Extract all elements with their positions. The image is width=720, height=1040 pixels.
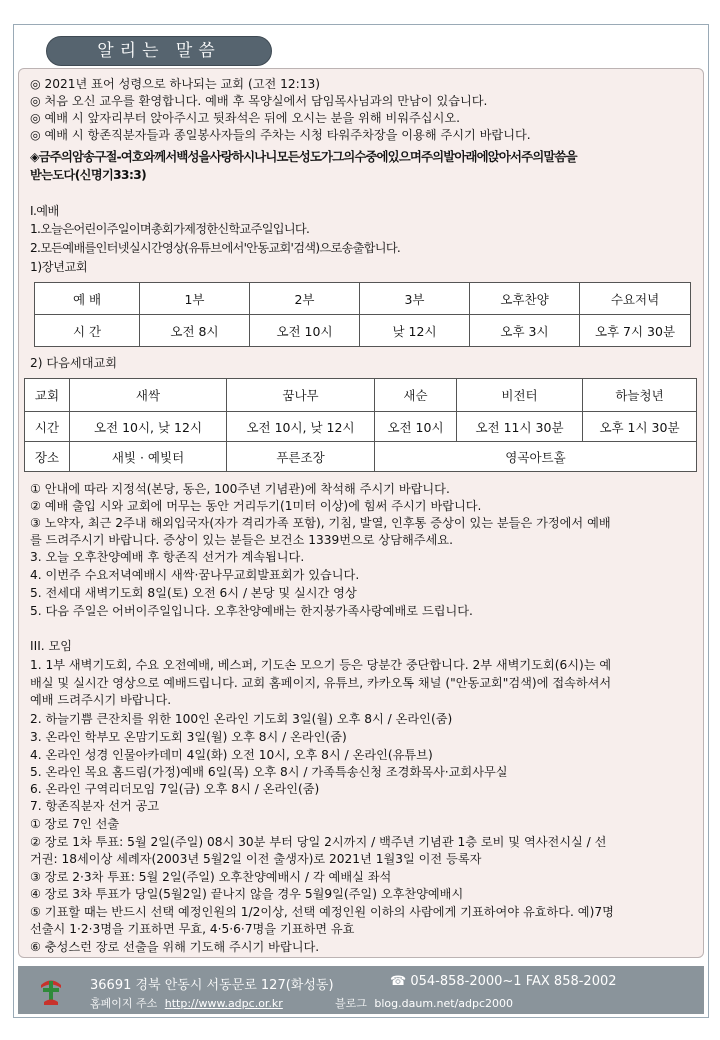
notice-line-motto: ◎ 2021년 표어 성령으로 하나되는 교회 (고전 12:13) (30, 77, 320, 91)
table-cell: 오후 7시 30분 (580, 315, 691, 347)
memory-verse-line-2: 받는도다(신명기33:3) (30, 168, 147, 182)
table-cell: 오후 1시 30분 (583, 412, 697, 442)
table-cell: 오후찬양 (470, 283, 580, 315)
table-cell: 오전 10시 (375, 412, 457, 442)
table-row (35, 283, 691, 315)
table-cell: 푸른조장 (227, 442, 375, 472)
table-cell: 시간 (25, 412, 70, 442)
table-cell: 오전 10시, 낮 12시 (227, 412, 375, 442)
table-cell: 하늘청년 (583, 379, 697, 412)
table-cell: 비전터 (457, 379, 583, 412)
table-cell: 교회 (25, 379, 70, 412)
table-cell: 오전 11시 30분 (457, 412, 583, 442)
table-cell: 오전 10시 (250, 315, 360, 347)
guidance-line: 4. 이번주 수요저녁예배시 새싹·꿈나무교회발표회가 있습니다. (30, 568, 360, 582)
table-row (35, 315, 691, 347)
table-cell: 새빛 · 예빛터 (70, 442, 227, 472)
meeting-line: 4. 온라인 성경 인물아카데미 4일(화) 오전 10시, 오후 8시 / 온라인(유튜브) (30, 748, 433, 762)
guidance-line: ② 예배 출입 시와 교회에 머무는 동안 거리두기(1미터 이상)에 힘써 주시기 바랍니다. (30, 499, 482, 513)
table-cell: 낮 12시 (360, 315, 470, 347)
blog-address: blog.daum.net/adpc2000 (374, 997, 514, 1010)
meeting-line: 6. 온라인 구역리더모임 7일(금) 오후 8시 / 온라인(줌) (30, 782, 320, 796)
table-cell: 1부 (140, 283, 250, 315)
guidance-line: ① 안내에 따라 지정석(본당, 동은, 100주년 기념관)에 착석해 주시기 바랍니다. (30, 482, 450, 496)
meeting-line: ① 장로 7인 선출 (30, 817, 120, 831)
meeting-line: ⑥ 충성스런 장로 선출을 위해 기도해 주시기 바랍니다. (30, 940, 320, 954)
next-gen-church-label: 2) 다음세대교회 (30, 356, 118, 370)
meeting-line: ⑤ 기표할 때는 반드시 선택 예정인원의 1/2이상, 선택 예정인원 이하의 사람에게 기표하여야 유효하다. 예)7명 (30, 905, 614, 919)
meeting-line: 예배 드려주시기 바랍니다. (30, 693, 172, 707)
notice-line-welcome: ◎ 처음 오신 교우를 환영합니다. 예배 후 목양실에서 담임목사님과의 만남이 있습니다. (30, 94, 488, 108)
meeting-line: ④ 장로 3차 투표가 당일(5월2일) 끝나지 않을 경우 5월9일(주일) 오후찬양예배시 (30, 887, 464, 901)
worship-line-2: 2.모든예배를인터넷실시간영상(유튜브에서'안동교회'검색)으로송출합니다. (30, 241, 401, 255)
adult-worship-table (34, 282, 691, 347)
meeting-line: 거권: 18세이상 세례자(2003년 5월2일 이전 출생자)로 2021년 1월3일 이전 등록자 (30, 852, 482, 866)
table-cell: 꿈나무 (227, 379, 375, 412)
guidance-line: 3. 오늘 오후찬양예배 후 항존직 선거가 계속됩니다. (30, 550, 305, 564)
table-cell: 오후 3시 (470, 315, 580, 347)
table-row (25, 379, 697, 412)
meeting-line: 1. 1부 새벽기도회, 수요 오전예배, 베스퍼, 기도손 모으기 등은 당분간 중단합니다. 2부 새벽기도회(6시)는 예 (30, 658, 612, 672)
guidance-line: 를 드려주시기 바랍니다. 증상이 있는 분들은 보건소 1339번으로 상담해주세요. (30, 533, 453, 547)
section-header (46, 36, 272, 66)
guidance-line: 5. 다음 주일은 어버이주일입니다. 오후찬양예배는 한지붕가족사랑예배로 드립니다. (30, 604, 473, 618)
table-cell: 새순 (375, 379, 457, 412)
guidance-line: ③ 노약자, 최근 2주내 해외입국자(자가 격리가족 포함), 기침, 발열, 인후통 증상이 있는 분들은 가정에서 예배 (30, 516, 611, 530)
footer-homepage (90, 995, 283, 1011)
notice-line-parking: ◎ 예배 시 항존직분자들과 종일봉사자들의 주차는 시청 타워주차장을 이용해 주시기 바랍니다. (30, 128, 531, 142)
worship-line-1: 1.오늘은어린이주일이며총회가제정한신학교주일입니다. (30, 222, 310, 236)
meeting-line: 2. 하늘기쁨 큰잔치를 위한 100인 온라인 기도회 3일(월) 오후 8시 / 온라인(줌) (30, 712, 453, 726)
meeting-line: 선출시 1·2·3명을 기표하면 무효, 4·5·6·7명을 기표하면 유효 (30, 922, 355, 936)
meeting-line: 배실 및 실시간 영상으로 예배드립니다. 교회 홈페이지, 유튜브, 카카오톡 채널 ("안동교회"검색)에 접속하셔서 (30, 676, 612, 690)
table-row (25, 412, 697, 442)
table-cell: 장소 (25, 442, 70, 472)
meeting-line: 5. 온라인 목요 홈드림(가정)예배 6일(목) 오후 8시 / 가족특송신청 조경화목사·교회사무실 (30, 765, 508, 779)
church-cross-logo-icon (38, 976, 64, 1006)
table-cell: 2부 (250, 283, 360, 315)
worship-heading: Ⅰ.예배 (30, 204, 59, 218)
blog-label: 블로그 (335, 997, 367, 1010)
homepage-link[interactable]: http://www.adpc.or.kr (164, 997, 283, 1010)
section-title: 알리는 말씀 (97, 41, 221, 61)
memory-verse-line-1: ◈금주의암송구절-여호와께서백성을사랑하시나니모든성도가그의수중에있으며주의발아래에앉아서주의말씀을 (30, 149, 577, 164)
table-cell: 새싹 (70, 379, 227, 412)
meetings-heading: III. 모임 (30, 639, 73, 653)
footer-blog (335, 995, 513, 1011)
homepage-label: 홈페이지 주소 (90, 997, 158, 1010)
table-cell: 3부 (360, 283, 470, 315)
table-row (25, 442, 697, 472)
table-cell: 시 간 (35, 315, 140, 347)
table-cell: 수요저녁 (580, 283, 691, 315)
adult-church-label: 1)장년교회 (30, 260, 88, 274)
footer-address: 36691 경북 안동시 서동문로 127(화성동) (90, 978, 334, 993)
footer-phone: ☎ 054-858-2000~1 FAX 858-2002 (390, 974, 617, 989)
meeting-line: 3. 온라인 학부모 온맘기도회 3일(월) 오후 8시 / 온라인(줌) (30, 730, 347, 744)
next-gen-worship-table (24, 378, 697, 472)
meeting-line: 7. 항존직분자 선거 공고 (30, 799, 160, 813)
guidance-line: 5. 전세대 새벽기도회 8일(토) 오전 6시 / 본당 및 실시간 영상 (30, 586, 357, 600)
meeting-line: ② 장로 1차 투표: 5월 2일(주일) 08시 30분 부터 당일 2시까지 / 백주년 기념관 1층 로비 및 역사전시실 / 선 (30, 835, 607, 849)
table-cell: 예 배 (35, 283, 140, 315)
table-cell: 오전 8시 (140, 315, 250, 347)
table-cell: 오전 10시, 낮 12시 (70, 412, 227, 442)
table-cell: 영곡아트홀 (375, 442, 697, 472)
notice-line-seating: ◎ 예배 시 앞자리부터 앉아주시고 뒷좌석은 뒤에 오시는 분을 위해 비워주십시오. (30, 111, 460, 125)
meeting-line: ③ 장로 2·3차 투표: 5월 2일(주일) 오후찬양예배시 / 각 예배실 좌석 (30, 870, 392, 884)
